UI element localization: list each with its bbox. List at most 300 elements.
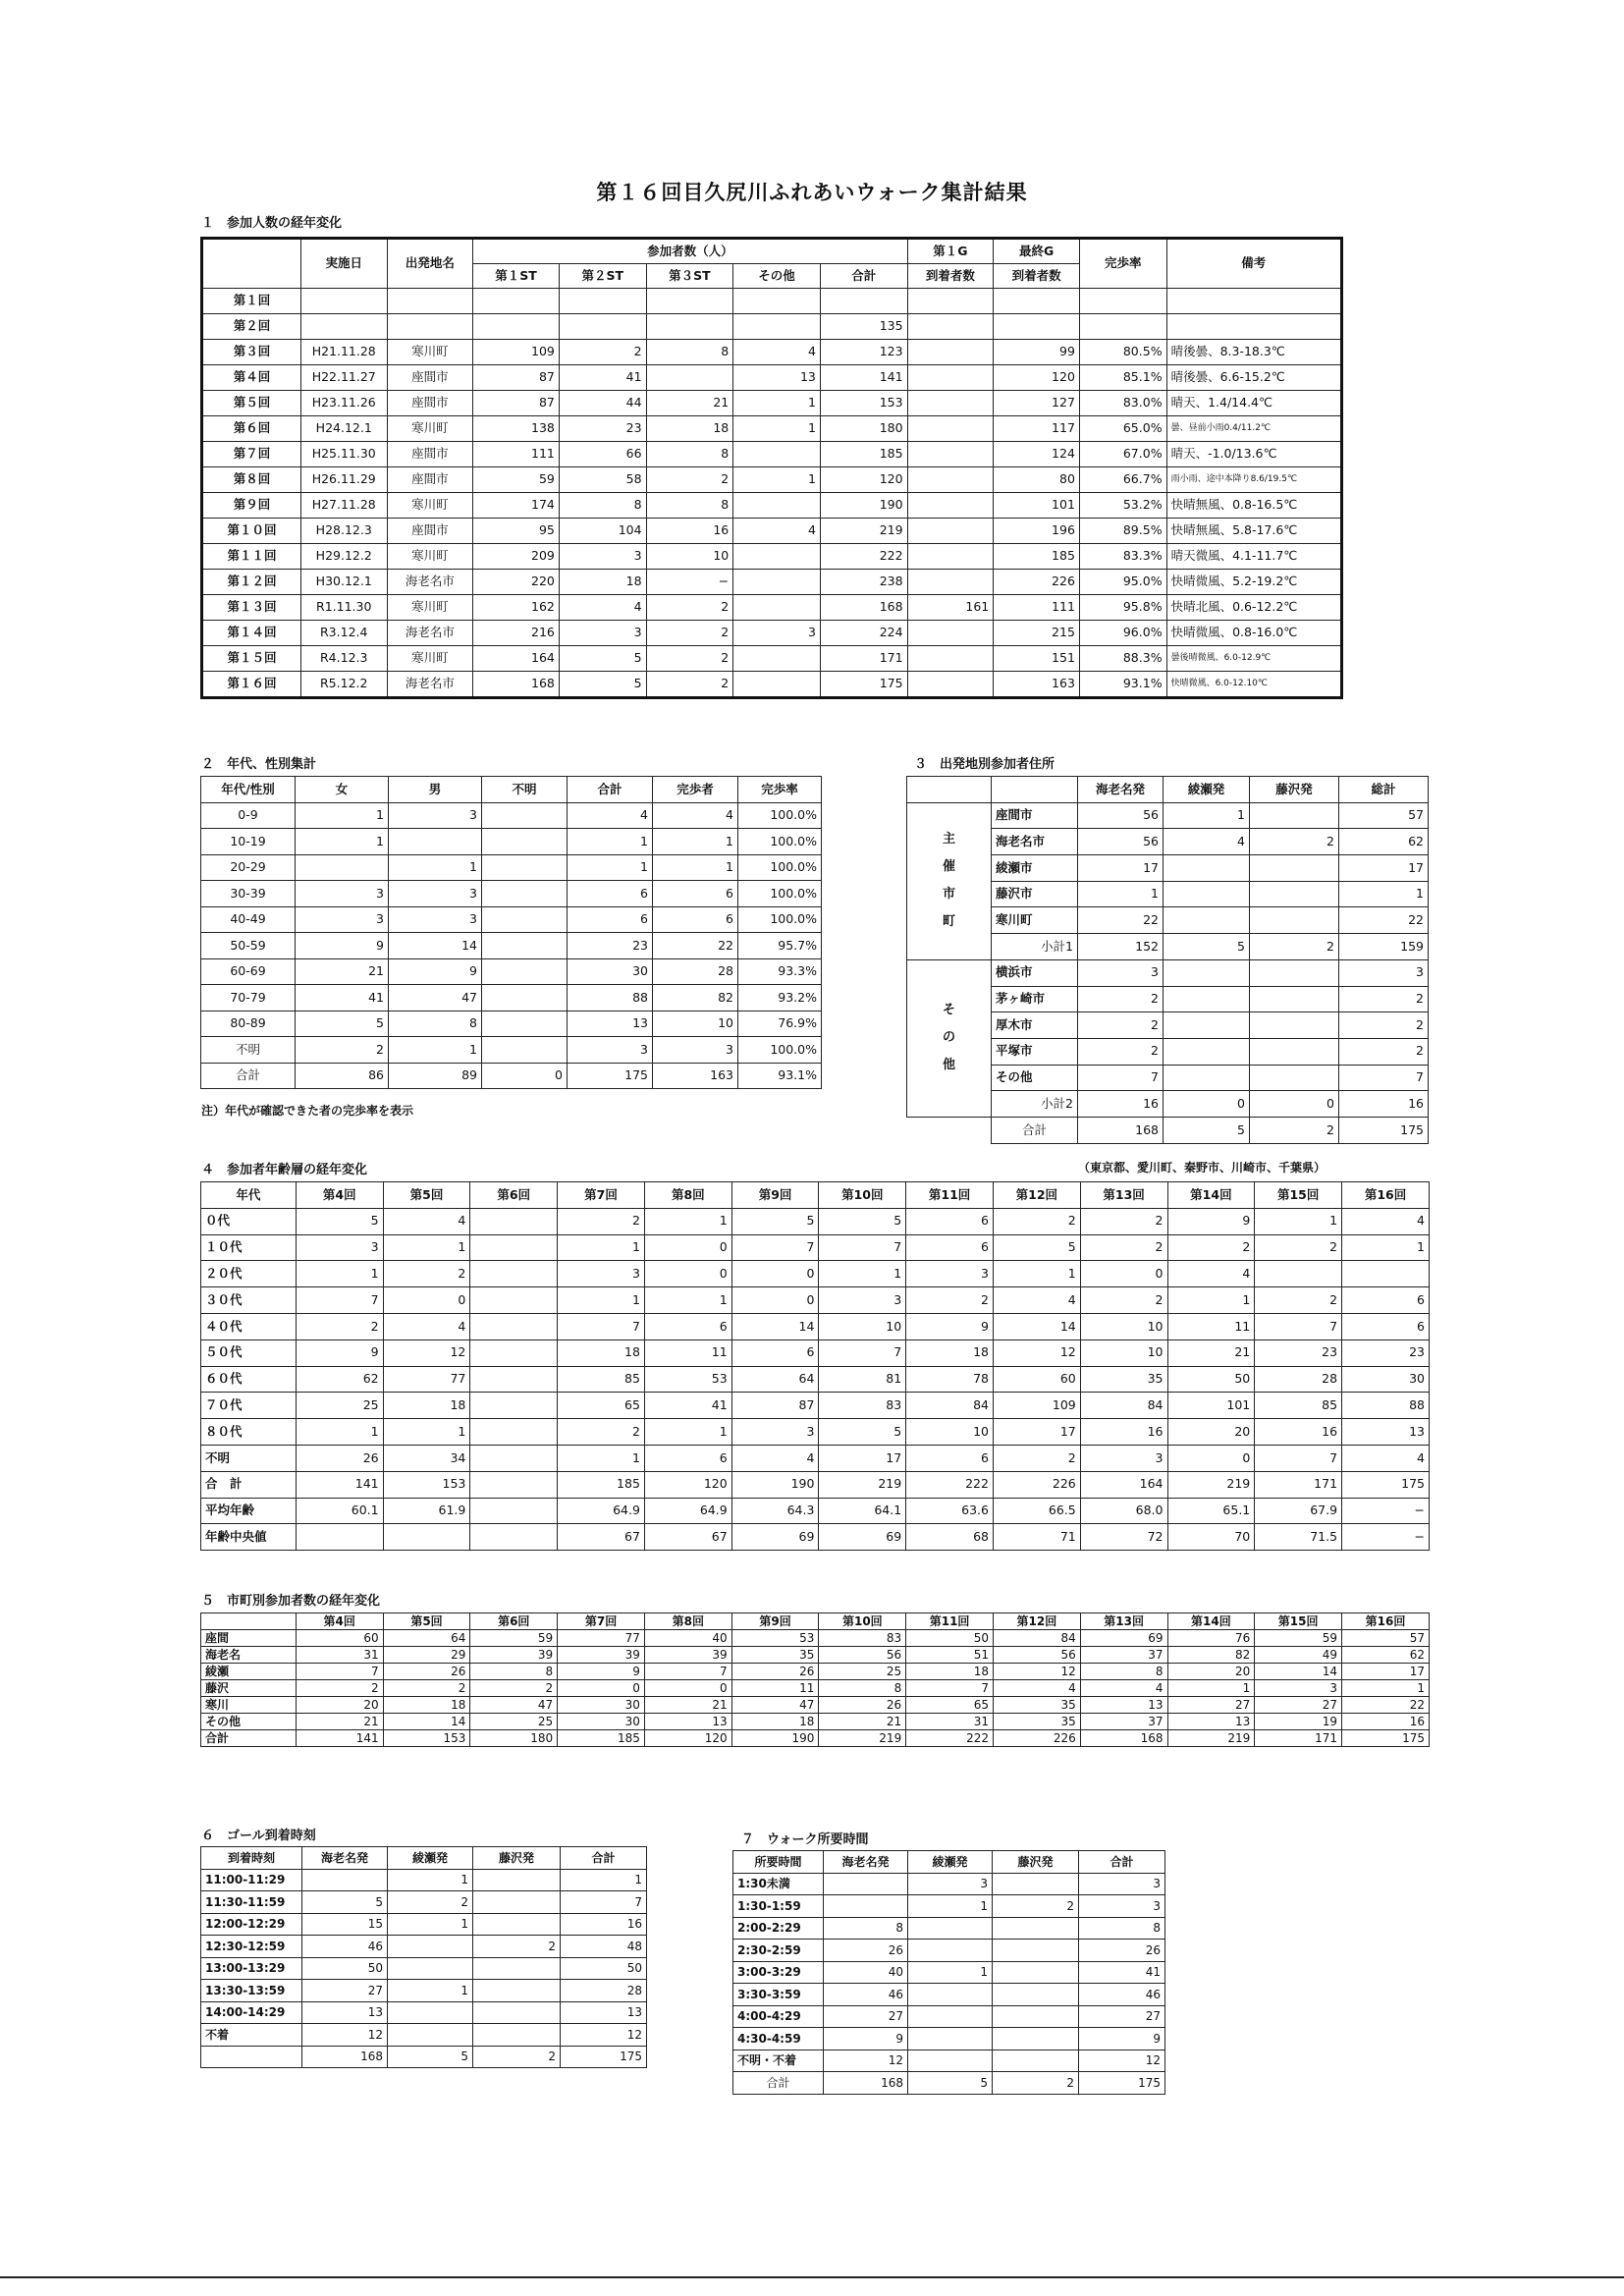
residence-row: [907, 802, 1429, 829]
participants-cell: 123: [820, 340, 907, 365]
section-7-heading: ７ ウォーク所要時間: [741, 1832, 869, 1847]
age-group-cell: [383, 1524, 470, 1551]
participants-cell: 87: [473, 365, 560, 391]
participants-cell: 快晴微風、6.0-12.10℃: [1166, 672, 1341, 698]
residence-group-host: 主催市町: [907, 802, 992, 959]
residence-cell: 2: [1250, 829, 1339, 855]
age-group-cell: 1: [558, 1445, 645, 1471]
participants-cell: [733, 314, 821, 340]
age-group-cell: 平均年齢: [201, 1498, 297, 1524]
age-group-cell: 12: [383, 1339, 470, 1366]
age-group-header-0: 年代: [201, 1182, 297, 1209]
residence-cell: 57: [1339, 802, 1429, 829]
age-group-cell: 2: [906, 1287, 994, 1314]
participants-cell: [907, 289, 994, 314]
age-group-cell: 10: [1080, 1313, 1167, 1339]
age-group-cell: 20: [1167, 1419, 1255, 1446]
participants-row: [202, 646, 1342, 672]
age-group-cell: 14: [993, 1313, 1080, 1339]
age-gender-cell: [389, 829, 482, 855]
age-group-cell: ３０代: [201, 1287, 297, 1314]
age-group-cell: [470, 1287, 558, 1314]
city-cell: 76: [1167, 1630, 1255, 1647]
walk-duration-cell: [824, 1895, 908, 1918]
age-group-header-2: 第5回: [383, 1182, 470, 1209]
age-group-cell: 3: [296, 1234, 383, 1261]
age-gender-cell: 9: [389, 958, 482, 985]
city-cell: 37: [1080, 1647, 1167, 1664]
city-cell: 14: [1255, 1664, 1342, 1680]
bottom-border-line: [0, 2276, 1624, 2278]
goal-time-cell: 1: [388, 1980, 473, 2002]
age-group-row: [201, 1419, 1430, 1446]
participants-cell: 第１４回: [202, 621, 301, 646]
participants-row: [202, 289, 1342, 314]
age-gender-cell: 0: [482, 1063, 568, 1089]
participants-cell: [733, 544, 821, 570]
residence-cell: 座間市: [992, 802, 1078, 829]
header-participants: 参加者数（人）: [473, 239, 907, 264]
age-gender-row: [201, 1037, 822, 1064]
age-group-cell: [470, 1445, 558, 1471]
participants-row: [202, 544, 1342, 570]
goal-time-cell: [473, 2024, 561, 2047]
city-cell: 25: [819, 1664, 906, 1680]
city-cell: 8: [470, 1664, 558, 1680]
city-cell: 30: [558, 1697, 645, 1714]
walk-duration-row: [733, 2072, 1165, 2095]
age-group-cell: 190: [731, 1471, 819, 1498]
goal-time-row: [201, 2001, 647, 2024]
city-cell: 50: [906, 1630, 994, 1647]
age-group-cell: 2: [1167, 1234, 1255, 1261]
city-cell: 57: [1342, 1630, 1430, 1647]
participants-cell: 第８回: [202, 467, 301, 493]
residence-header-blank: [907, 777, 992, 803]
age-group-cell: 4: [1342, 1208, 1430, 1234]
participants-cell: 2: [646, 672, 733, 698]
participants-cell: 2: [646, 467, 733, 493]
age-group-cell: 12: [993, 1339, 1080, 1366]
age-group-header-12: 第15回: [1255, 1182, 1342, 1209]
age-group-header-3: 第6回: [470, 1182, 558, 1209]
age-gender-cell: 1: [653, 854, 738, 881]
goal-time-cell: 不着: [201, 2024, 302, 2047]
participants-cell: 87: [473, 391, 560, 416]
age-group-cell: ６０代: [201, 1366, 297, 1393]
city-cell: 40: [644, 1630, 731, 1647]
age-gender-row: [201, 881, 822, 907]
goal-time-cell: 5: [388, 2046, 473, 2068]
goal-time-cell: 14:00-14:29: [201, 2001, 302, 2024]
participants-cell: 89.5%: [1079, 519, 1166, 544]
age-group-cell: 不明: [201, 1445, 297, 1471]
walk-duration-cell: [824, 1873, 908, 1895]
age-gender-row: [201, 958, 822, 985]
age-gender-row: [201, 854, 822, 881]
participants-cell: 151: [994, 646, 1080, 672]
goal-time-cell: 168: [302, 2046, 388, 2068]
participants-cell: 163: [994, 672, 1080, 698]
city-cell: 18: [906, 1664, 994, 1680]
participants-cell: 4: [559, 595, 646, 621]
age-group-cell: 年齢中央値: [201, 1524, 297, 1551]
participants-cell: 168: [820, 595, 907, 621]
city-cell: 59: [470, 1630, 558, 1647]
residence-cell: その他: [992, 1065, 1078, 1091]
city-cell: 31: [906, 1714, 994, 1730]
participants-cell: 80.5%: [1079, 340, 1166, 365]
age-gender-cell: 100.0%: [738, 906, 822, 933]
participants-cell: 180: [820, 416, 907, 442]
city-cell: 13: [644, 1714, 731, 1730]
participants-cell: [733, 595, 821, 621]
residence-cell: 56: [1078, 802, 1164, 829]
participants-cell: 99: [994, 340, 1080, 365]
age-group-cell: 1: [644, 1419, 731, 1446]
age-group-cell: 6: [644, 1313, 731, 1339]
participants-cell: 海老名市: [387, 621, 473, 646]
residence-cell: 16: [1339, 1091, 1429, 1118]
age-gender-cell: 4: [653, 802, 738, 829]
age-gender-row: [201, 1011, 822, 1037]
city-header-11: 第14回: [1167, 1613, 1255, 1630]
participants-cell: 晴後曇、8.3-18.3℃: [1166, 340, 1341, 365]
participants-cell: [473, 289, 560, 314]
walk-duration-cell: 8: [824, 1917, 908, 1940]
participants-row: [202, 519, 1342, 544]
age-gender-cell: 82: [653, 985, 738, 1011]
participants-cell: 190: [820, 493, 907, 519]
city-cell: その他: [201, 1714, 297, 1730]
age-group-cell: 6: [644, 1445, 731, 1471]
goal-time-cell: [388, 1957, 473, 1980]
city-cell: 153: [383, 1730, 470, 1747]
city-cell: 82: [1167, 1647, 1255, 1664]
participants-cell: H26.11.29: [300, 467, 387, 493]
age-gender-header-4: 合計: [568, 777, 653, 803]
age-gender-cell: 76.9%: [738, 1011, 822, 1037]
participants-cell: [907, 442, 994, 467]
age-gender-cell: 3: [296, 906, 389, 933]
participants-cell: 寒川町: [387, 416, 473, 442]
age-group-cell: 78: [906, 1366, 994, 1393]
city-cell: 35: [993, 1714, 1080, 1730]
age-group-cell: 1: [383, 1234, 470, 1261]
age-gender-header-1: 女: [296, 777, 389, 803]
age-group-cell: 1: [644, 1208, 731, 1234]
age-group-cell: 81: [819, 1366, 906, 1393]
age-group-cell: 84: [1080, 1393, 1167, 1419]
walk-duration-cell: 5: [908, 2072, 993, 2095]
age-gender-cell: 6: [653, 881, 738, 907]
walk-duration-cell: 4:30-4:59: [733, 2028, 824, 2050]
age-group-cell: 1: [383, 1419, 470, 1446]
residence-total-cell: 175: [1339, 1117, 1429, 1143]
participants-cell: 座間市: [387, 467, 473, 493]
participants-cell: 83.3%: [1079, 544, 1166, 570]
goal-time-cell: [473, 1869, 561, 1891]
city-cell: 海老名: [201, 1647, 297, 1664]
city-cell: 62: [1342, 1647, 1430, 1664]
participants-cell: 141: [820, 365, 907, 391]
city-cell: 20: [1167, 1664, 1255, 1680]
residence-total-cell: 合計: [992, 1117, 1078, 1143]
walk-duration-row: [733, 1895, 1165, 1918]
age-gender-cell: 100.0%: [738, 881, 822, 907]
walk-duration-row: [733, 2028, 1165, 2050]
age-group-cell: 6: [906, 1234, 994, 1261]
residence-cell: [1250, 1012, 1339, 1039]
walk-duration-cell: [993, 2028, 1079, 2050]
residence-cell: [1164, 1065, 1250, 1091]
section-6-heading: ６ ゴール到着時刻: [201, 1829, 316, 1843]
age-group-cell: 17: [819, 1445, 906, 1471]
age-gender-cell: 40-49: [201, 906, 296, 933]
residence-cell: 1: [1339, 881, 1429, 907]
age-group-cell: 68: [906, 1524, 994, 1551]
participants-cell: 226: [994, 570, 1080, 595]
city-cell: 30: [558, 1714, 645, 1730]
participants-cell: 海老名市: [387, 570, 473, 595]
residence-cell: 2: [1078, 1012, 1164, 1039]
participants-cell: 67.0%: [1079, 442, 1166, 467]
participants-cell: [733, 646, 821, 672]
walk-duration-cell: 3: [1079, 1895, 1165, 1918]
participants-row: [202, 416, 1342, 442]
participants-cell: 第６回: [202, 416, 301, 442]
header-g1-a: 第１G: [907, 239, 994, 264]
participants-cell: 196: [994, 519, 1080, 544]
residence-cell: [1164, 907, 1250, 934]
age-gender-cell: 21: [296, 958, 389, 985]
goal-time-cell: 2: [388, 1891, 473, 1914]
age-group-cell: 70: [1167, 1524, 1255, 1551]
age-group-cell: 77: [383, 1366, 470, 1393]
residence-cell: [1164, 855, 1250, 882]
age-gender-cell: 1: [296, 829, 389, 855]
age-gender-cell: 5: [296, 1011, 389, 1037]
participants-row: [202, 672, 1342, 698]
residence-cell: [1164, 881, 1250, 907]
walk-duration-cell: 2:00-2:29: [733, 1917, 824, 1940]
age-group-cell: [470, 1366, 558, 1393]
age-group-cell: 合 計: [201, 1471, 297, 1498]
age-group-cell: [1255, 1261, 1342, 1287]
age-gender-cell: 1: [568, 854, 653, 881]
age-gender-row: [201, 906, 822, 933]
age-group-cell: 219: [819, 1471, 906, 1498]
goal-time-cell: 48: [561, 1936, 647, 1958]
participants-row: [202, 391, 1342, 416]
goal-time-cell: 27: [302, 1980, 388, 2002]
goal-time-cell: 50: [302, 1957, 388, 1980]
goal-time-cell: [473, 2001, 561, 2024]
participants-cell: 2: [646, 595, 733, 621]
city-cell: 2: [383, 1680, 470, 1697]
age-group-cell: 7: [296, 1287, 383, 1314]
residence-cell: [1250, 1065, 1339, 1091]
goal-time-cell: 11:30-11:59: [201, 1891, 302, 1914]
city-cell: 26: [383, 1664, 470, 1680]
walk-duration-cell: [908, 1917, 993, 1940]
age-group-cell: 7: [819, 1234, 906, 1261]
goal-time-table: [200, 1846, 647, 2068]
participants-row: [202, 314, 1342, 340]
participants-row: [202, 365, 1342, 391]
city-cell: 84: [993, 1630, 1080, 1647]
age-group-row: [201, 1366, 1430, 1393]
age-gender-cell: 10-19: [201, 829, 296, 855]
header-date: 実施日: [300, 239, 387, 289]
participants-cell: 96.0%: [1079, 621, 1166, 646]
age-group-cell: 4: [1167, 1261, 1255, 1287]
age-group-cell: 1: [993, 1261, 1080, 1287]
age-group-cell: 1: [1255, 1208, 1342, 1234]
residence-cell: 62: [1339, 829, 1429, 855]
age-group-cell: 7: [1255, 1313, 1342, 1339]
participants-cell: 第４回: [202, 365, 301, 391]
participants-cell: [1079, 289, 1166, 314]
city-cell: 49: [1255, 1647, 1342, 1664]
goal-time-cell: 2: [473, 2046, 561, 2068]
age-gender-cell: [482, 958, 568, 985]
walk-duration-cell: 40: [824, 1961, 908, 1984]
age-group-cell: 23: [1255, 1339, 1342, 1366]
city-cell: 7: [906, 1680, 994, 1697]
participants-cell: H27.11.28: [300, 493, 387, 519]
participants-cell: R1.11.30: [300, 595, 387, 621]
walk-duration-header-2: 綾瀬発: [908, 1851, 993, 1874]
age-group-cell: 71.5: [1255, 1524, 1342, 1551]
age-group-cell: １０代: [201, 1234, 297, 1261]
city-row: [201, 1730, 1430, 1747]
residence-header-blank: [992, 777, 1078, 803]
section-2-heading: ２ 年代、性別集計: [201, 757, 317, 772]
walk-duration-cell: 2:30-2:59: [733, 1940, 824, 1962]
residence-cell: 厚木市: [992, 1012, 1078, 1039]
participants-cell: 第１回: [202, 289, 301, 314]
header-lastg-b: 到着者数: [994, 264, 1080, 289]
city-cell: 69: [1080, 1630, 1167, 1647]
participants-cell: [1166, 314, 1341, 340]
city-cell: 39: [470, 1647, 558, 1664]
participants-cell: [994, 314, 1080, 340]
goal-time-cell: 2: [473, 1936, 561, 1958]
age-group-cell: [470, 1313, 558, 1339]
participants-cell: 66: [559, 442, 646, 467]
participants-cell: 16: [646, 519, 733, 544]
residence-cell: 横浜市: [992, 959, 1078, 986]
participants-cell: 第９回: [202, 493, 301, 519]
city-cell: 219: [1167, 1730, 1255, 1747]
goal-time-cell: 1: [388, 1913, 473, 1936]
age-gender-cell: 3: [389, 906, 482, 933]
participants-cell: [907, 391, 994, 416]
age-group-cell: 64.1: [819, 1498, 906, 1524]
age-group-cell: 3: [558, 1261, 645, 1287]
age-group-cell: [470, 1419, 558, 1446]
header-round: [202, 239, 301, 289]
age-gender-cell: [296, 854, 389, 881]
participants-cell: 第１０回: [202, 519, 301, 544]
participants-cell: 66.7%: [1079, 467, 1166, 493]
participants-cell: 80: [994, 467, 1080, 493]
age-group-cell: 65: [558, 1393, 645, 1419]
goal-time-row: [201, 1913, 647, 1936]
participants-cell: 95.0%: [1079, 570, 1166, 595]
walk-duration-cell: 168: [824, 2072, 908, 2095]
participants-cell: 曇後晴微風、6.0-12.9℃: [1166, 646, 1341, 672]
walk-duration-cell: 3: [908, 1873, 993, 1895]
city-cell: 26: [819, 1697, 906, 1714]
goal-time-cell: 5: [302, 1891, 388, 1914]
participants-cell: 13: [733, 365, 821, 391]
residence-total-cell: 168: [1078, 1117, 1164, 1143]
age-gender-cell: [482, 906, 568, 933]
city-cell: 13: [1080, 1697, 1167, 1714]
participants-cell: [994, 289, 1080, 314]
city-row: [201, 1680, 1430, 1697]
walk-duration-cell: 26: [824, 1940, 908, 1962]
walk-duration-row: [733, 1917, 1165, 1940]
walk-duration-cell: 175: [1079, 2072, 1165, 2095]
participants-cell: H21.11.28: [300, 340, 387, 365]
participants-cell: 2: [646, 621, 733, 646]
goal-time-cell: 12: [302, 2024, 388, 2047]
participants-cell: 曇、昼前小雨0.4/11.2℃: [1166, 416, 1341, 442]
city-cell: 37: [1080, 1714, 1167, 1730]
residence-cell: 17: [1339, 855, 1429, 882]
residence-cell: 0: [1164, 1091, 1250, 1118]
city-cell: 51: [906, 1647, 994, 1664]
age-gender-cell: 100.0%: [738, 1037, 822, 1064]
participants-cell: 8: [646, 493, 733, 519]
age-group-cell: 1: [558, 1287, 645, 1314]
city-row: [201, 1647, 1430, 1664]
city-cell: 8: [1080, 1664, 1167, 1680]
age-group-cell: 1: [644, 1287, 731, 1314]
age-gender-cell: 3: [389, 881, 482, 907]
residence-cell: [1250, 881, 1339, 907]
city-cell: 120: [644, 1730, 731, 1747]
walk-duration-cell: 3:30-3:59: [733, 1984, 824, 2006]
participants-cell: 111: [473, 442, 560, 467]
age-group-cell: ２０代: [201, 1261, 297, 1287]
participants-cell: 2: [559, 340, 646, 365]
age-gender-cell: 86: [296, 1063, 389, 1089]
age-group-cell: 68.0: [1080, 1498, 1167, 1524]
participants-cell: [907, 416, 994, 442]
city-cell: 1: [1167, 1680, 1255, 1697]
participants-cell: 162: [473, 595, 560, 621]
age-group-cell: 18: [558, 1339, 645, 1366]
walk-duration-row: [733, 2050, 1165, 2072]
walk-duration-cell: 1:30未満: [733, 1873, 824, 1895]
section-5-heading: ５ 市町別参加者数の経年変化: [201, 1594, 381, 1609]
city-cell: 35: [993, 1697, 1080, 1714]
participants-cell: [733, 570, 821, 595]
goal-time-cell: [388, 2024, 473, 2047]
age-group-cell: 14: [731, 1313, 819, 1339]
header-lastg-a: 最終G: [994, 239, 1080, 264]
age-group-cell: 21: [1167, 1339, 1255, 1366]
age-group-cell: 67: [644, 1524, 731, 1551]
participants-cell: 59: [473, 467, 560, 493]
walk-duration-cell: 合計: [733, 2072, 824, 2095]
participants-cell: 138: [473, 416, 560, 442]
age-group-cell: 0: [644, 1261, 731, 1287]
